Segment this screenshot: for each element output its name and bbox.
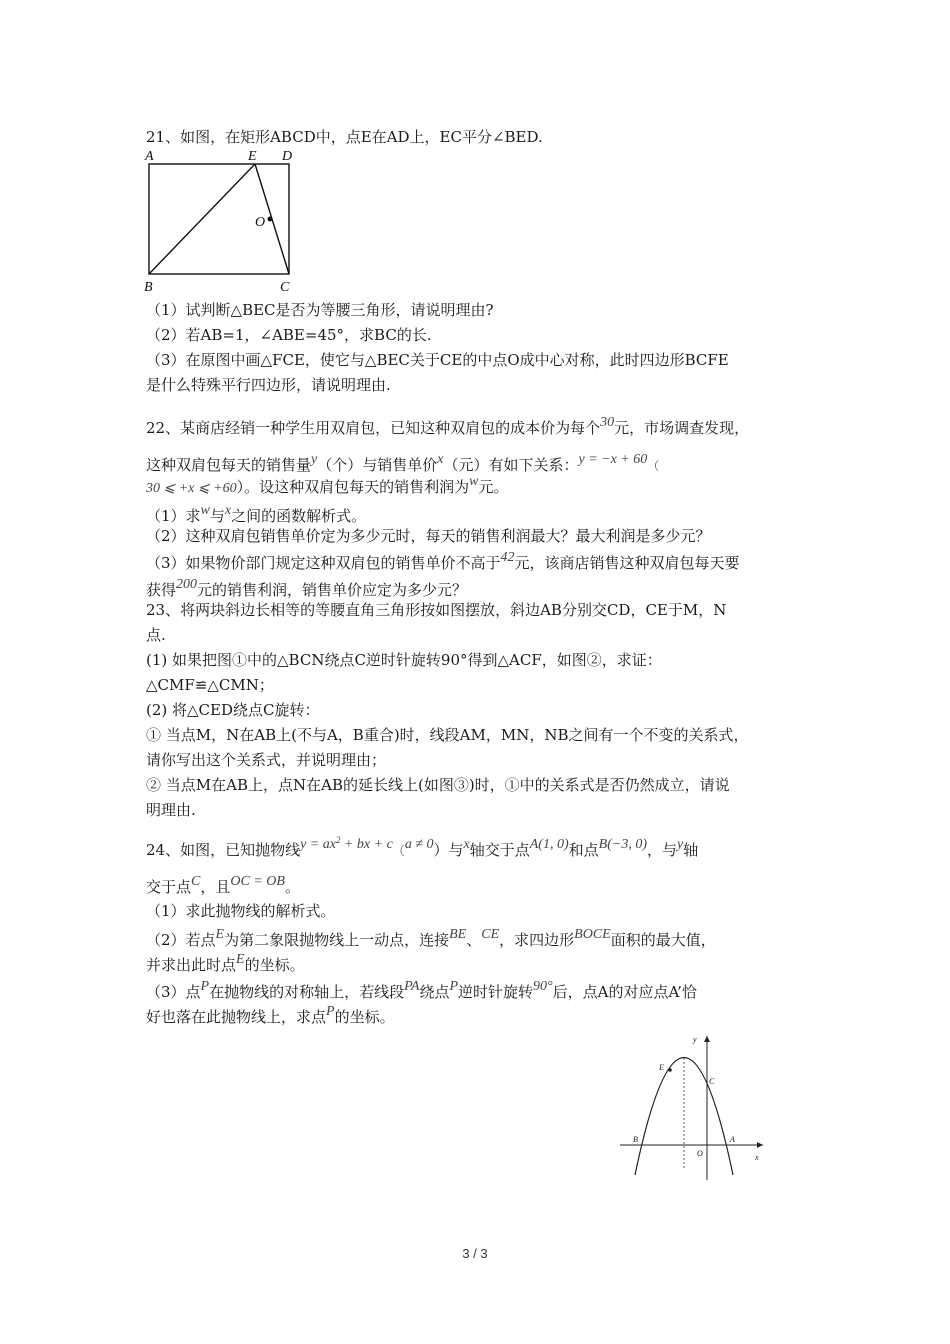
q23-line7: 请你写出这个关系式，并说明理由； xyxy=(146,751,387,769)
q22-part4: 获得200元的销售利润，销售单价应定为多少元？ xyxy=(146,577,468,599)
range-formula: 30 ⩽ +x ⩽ +60 xyxy=(146,481,237,496)
q22-line3: 30 ⩽ +x ⩽ +60）。设这种双肩包每天的销售利润为w元。 xyxy=(146,474,509,496)
label-C: C xyxy=(280,280,290,295)
label-x-axis: x xyxy=(755,1153,759,1162)
label-E: E xyxy=(248,149,257,164)
q22-part1: （1）求w与x之间的函数解析式。 xyxy=(146,503,367,525)
q24-part3-b: 好也落在此抛物线上，求点P的坐标。 xyxy=(146,1004,395,1026)
q23-line2: 点. xyxy=(146,626,166,644)
q24-part2-b: 并求出此时点E的坐标。 xyxy=(146,952,305,974)
label-O: O xyxy=(255,215,266,230)
parabola-formula: $y = ax^2$ + bx + c xyxy=(300,835,393,852)
label-D: D xyxy=(282,149,293,164)
q24-line2: 交于点C，且OC = OB。 xyxy=(146,874,300,896)
label-E-point: E xyxy=(659,1063,664,1072)
label-y-axis: y xyxy=(693,1035,697,1044)
q21-rectangle-figure xyxy=(140,146,310,296)
q22-part2: （2）这种双肩包销售单价定为多少元时，每天的销售利润最大？最大利润是多少元？ xyxy=(146,527,711,545)
label-B-point: B xyxy=(633,1135,638,1144)
relation-formula: y = −x + 60 xyxy=(578,452,648,467)
q23-line9: 明理由. xyxy=(146,801,196,819)
q23-line5: (2) 将△CED绕点C旋转： xyxy=(146,701,320,719)
q21-part1: （1）试判断△BEC是否为等腰三角形，请说明理由? xyxy=(146,301,494,319)
label-A-point: A xyxy=(730,1135,735,1144)
q21-part3-b: 是什么特殊平行四边形，请说明理由. xyxy=(146,376,391,394)
q24-part2: （2）若点E为第二象限抛物线上一动点，连接BE、CE，求四边形BOCE面积的最大值， xyxy=(146,927,716,949)
q22-line1: 22、某商店经销一种学生用双肩包，已知这种双肩包的成本价为每个30元，市场调查发现， xyxy=(146,415,750,437)
cost-value: 30 xyxy=(600,415,615,430)
q24-line1: 24、如图，已知抛物线$y = ax^2$ + bx + c（a ≠ 0）与x轴交于点A(1, 0)和点B(−3, 0)，与y轴 xyxy=(146,835,699,859)
q24-part1: （1）求此抛物线的解析式。 xyxy=(146,902,336,920)
label-B: B xyxy=(144,280,153,295)
q21-part3-a: （3）在原图中画△FCE，使它与△BEC关于CE的中点O成中心对称，此时四边形BCFE xyxy=(146,351,729,369)
q23-line1: 23、将两块斜边长相等的等腰直角三角形按如图摆放，斜边AB分别交CD，CE于M，N xyxy=(146,601,727,619)
q23-line6: ① 当点M，N在AB上(不与A，B重合)时，线段AM，MN，NB之间有一个不变的关系式， xyxy=(146,726,749,744)
q23-line8: ② 当点M在AB上，点N在AB的延长线上(如图③)时，①中的关系式是否仍然成立，请说 xyxy=(146,776,730,794)
q21-title: 21、如图，在矩形ABCD中，点E在AD上，EC平分∠BED. xyxy=(146,128,543,146)
label-A: A xyxy=(145,149,154,164)
label-C-point: C xyxy=(709,1077,715,1086)
q22-line2: 这种双肩包每天的销售量y（个）与销售单价x（元）有如下关系：y = −x + 60（ xyxy=(146,452,660,474)
q22-part3: （3）如果物价部门规定这种双肩包的销售单价不高于42元，该商店销售这种双肩包每天要 xyxy=(146,550,740,572)
q21-part2: （2）若AB=1，∠ABE=45°，求BC的长. xyxy=(146,326,432,344)
page-number: 3 / 3 xyxy=(462,1246,488,1261)
q24-part3: （3）点P在抛物线的对称轴上，若线段PA绕点P逆时针旋转90°后，点A的对应点A’恰 xyxy=(146,979,697,1001)
q23-line3: (1) 如果把图①中的△BCN绕点C逆时针旋转90°得到△ACF，如图②，求证： xyxy=(146,651,662,669)
q23-line4: △CMF≌△CMN； xyxy=(146,676,274,694)
label-O-point: O xyxy=(697,1149,703,1158)
q24-parabola-figure xyxy=(615,1030,770,1185)
